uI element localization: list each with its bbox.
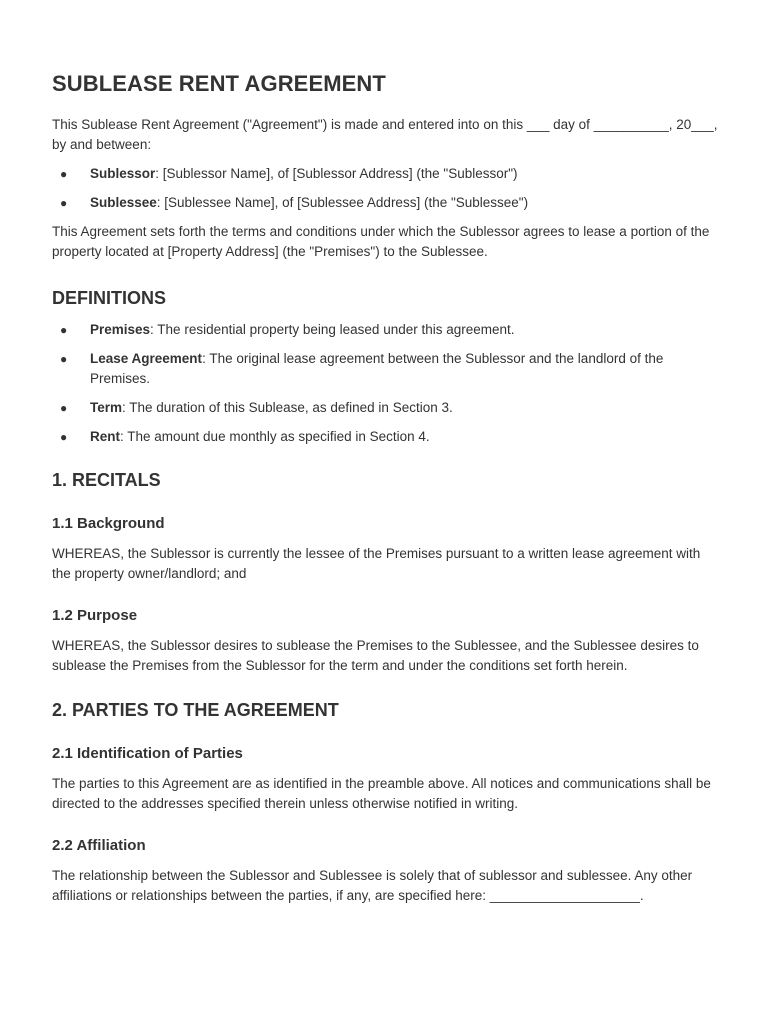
definition-text: : The duration of this Sublease, as defined in Section 3. [122,400,453,415]
subsection-heading: 1.1 Background [52,515,165,532]
subsection-heading: 2.2 Affiliation [52,837,146,854]
subsection-heading: 2.1 Identification of Parties [52,745,243,762]
bullet-icon: ● [60,352,68,366]
definition-term: Rent [90,429,120,444]
definitions-list [52,320,720,447]
scope-paragraph: This Agreement sets forth the terms and conditions under which the Sublessor agrees to lease a portion of the property located at [Property Address] (the "Premises") to the Sublessee. [52,224,710,259]
document-title: SUBLEASE RENT AGREEMENT [52,71,386,96]
intro-paragraph: This Sublease Rent Agreement ("Agreement") is made and entered into on this ___ day of __________, 20___, by and between: [52,117,718,152]
subsection-paragraph: WHEREAS, the Sublessor is currently the lessee of the Premises pursuant to a written lease agreement with the property owner/landlord; and [52,546,701,581]
bullet-icon: ● [60,196,68,210]
definition-text: : The residential property being leased under this agreement. [150,322,515,337]
bullet-icon: ● [60,430,68,444]
list-item [52,427,720,447]
bullet-icon: ● [60,401,68,415]
list-item [52,349,720,389]
definition-term: Premises [90,322,151,337]
list-item [52,164,720,184]
subsection-paragraph: The parties to this Agreement are as identified in the preamble above. All notices and communications shall be directed to the addresses specified therein unless otherwise notified in writing. [52,776,711,811]
party-text: : [Sublessee Name], of [Sublessee Address] (the "Sublessee") [156,195,529,210]
definition-text: : The original lease agreement between the Sublessor and the landlord of the Premises. [90,351,664,386]
bullet-icon: ● [60,167,68,181]
party-term: Sublessor [90,166,156,181]
definition-term: Lease Agreement [90,351,203,366]
document-page [52,70,720,906]
party-text: : [Sublessor Name], of [Sublessor Address] (the "Sublessor") [155,166,518,181]
parties-list [52,164,720,213]
definitions-heading: DEFINITIONS [52,288,167,308]
bullet-icon: ● [60,323,68,337]
subsection-paragraph: WHEREAS, the Sublessor desires to sublease the Premises to the Sublessee, and the Sublessee desires to sublease the Premises from the Sublessor for the term and under the conditions set forth herein. [52,638,699,673]
subsection-heading: 1.2 Purpose [52,607,138,624]
subsection-paragraph: The relationship between the Sublessor and Sublessee is solely that of sublessor and sublessee. Any other affiliations or relationships between the parties, if any, are specified here: ____________________. [52,868,693,903]
section-heading: 1. RECITALS [52,470,161,490]
party-term: Sublessee [90,195,157,210]
definition-term: Term [90,400,123,415]
list-item [52,193,720,213]
definition-text: : The amount due monthly as specified in Section 4. [120,429,430,444]
list-item [52,398,720,418]
list-item [52,320,720,340]
section-heading: 2. PARTIES TO THE AGREEMENT [52,700,339,720]
